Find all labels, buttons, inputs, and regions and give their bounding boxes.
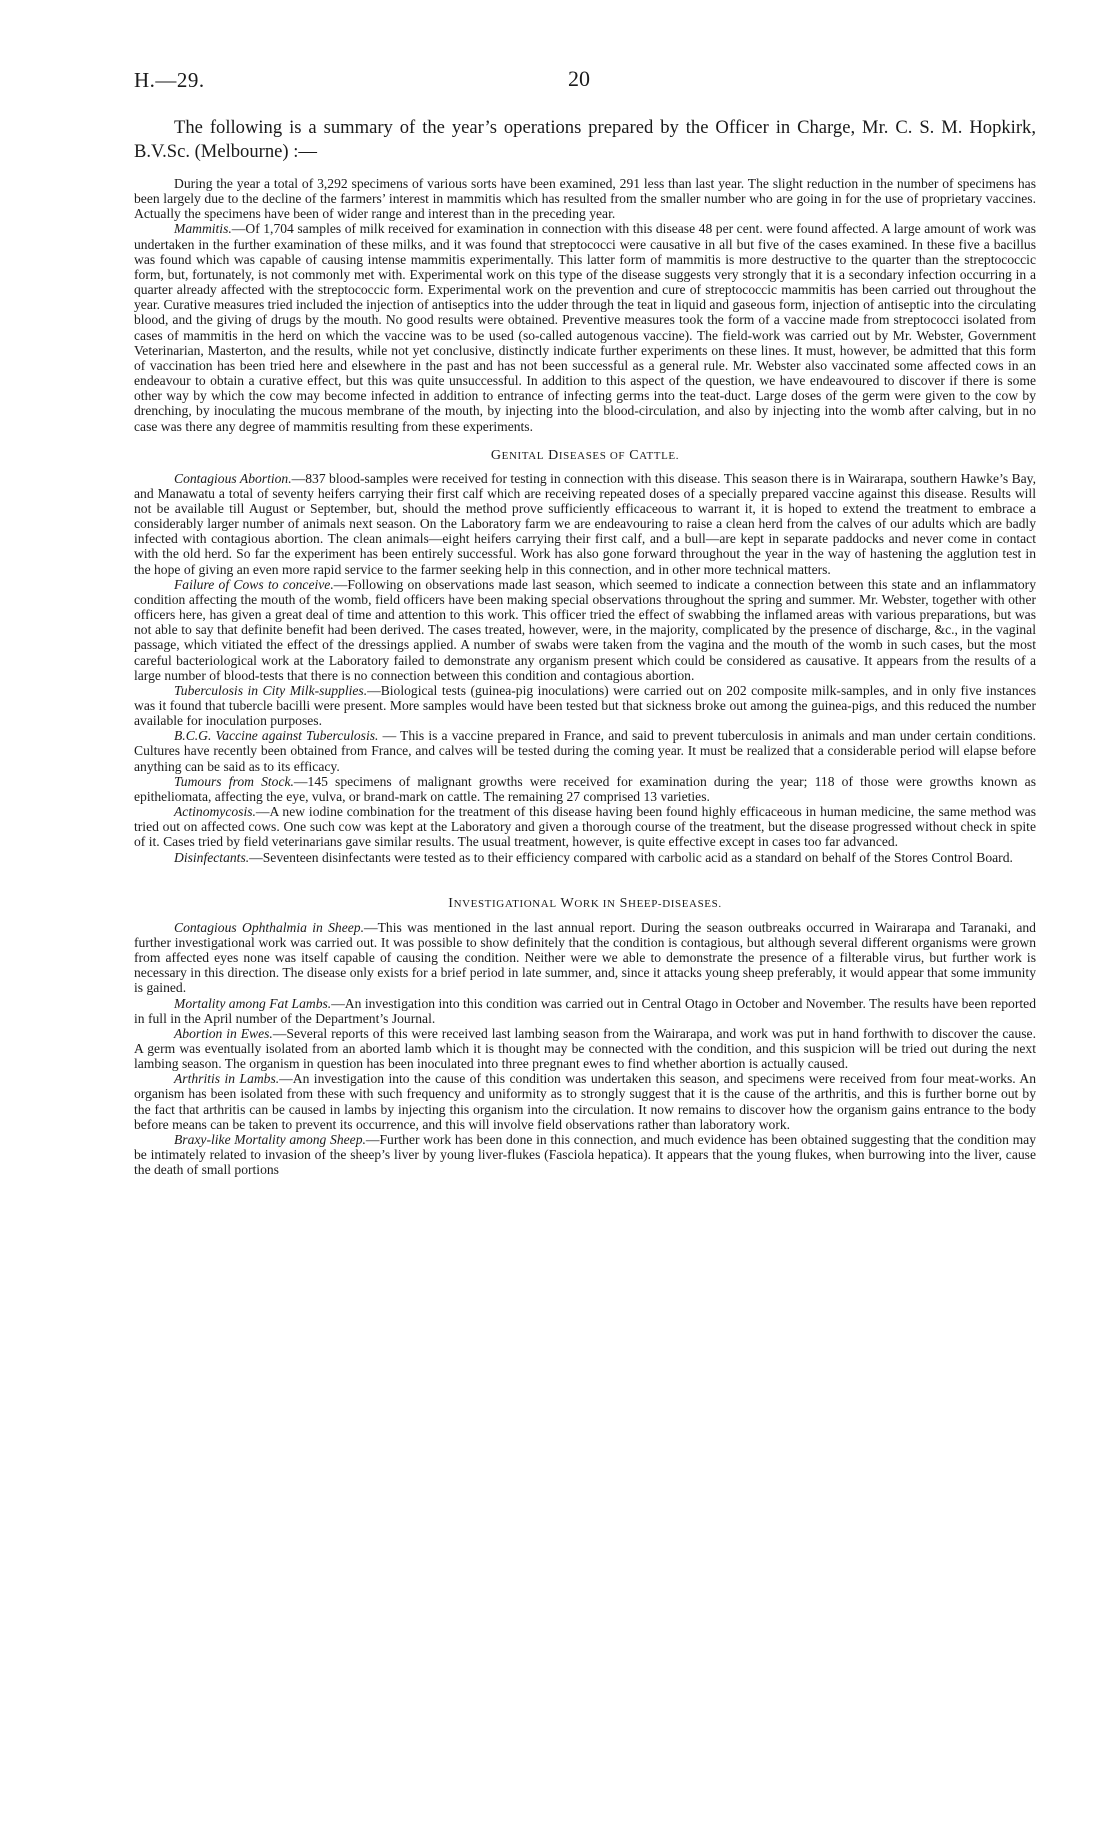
paragraph-text: — This is a vaccine prepared in France, and said to prevent tuberculosis in animals and man under certain conditions. Cultures have recently been obtained from France, and calves will be tested during the coming year. It must be realized that a considerable period will elapse before anything can be said as to its efficacy. (134, 728, 1036, 774)
body-paragraph (134, 996, 1036, 1026)
paragraph-lead: Mammitis. (174, 221, 232, 237)
body-paragraph (134, 774, 1036, 804)
paragraph-text: —An investigation into this condition was carried out in Central Otago in October and November. The results have been reported in full in the April number of the Department’s Journal. (134, 995, 1036, 1026)
paragraph-lead: Arthritis in Lambs. (174, 1071, 280, 1087)
paragraph-group-cattle (134, 471, 1036, 865)
body-paragraph (134, 577, 1036, 683)
body-paragraph (134, 683, 1036, 728)
body-paragraph (134, 176, 1036, 221)
section-heading-sheep-diseases: INVESTIGATIONAL WORK IN SHEEP-DISEASES. (448, 895, 722, 911)
paragraph-text: —Of 1,704 samples of milk received for examination in connection with this disease 48 per cent. were found affected. A large amount of work was undertaken in the further examination of these milks, and it was found that streptococci were causative in all but five of the cases examined. In these five a bacillus was found which was capable of causing intense mammitis experimentally. This latter form of mammitis is more destructive to the quarter than the streptococcic form, but, fortunately, is not commonly met with. Experimental work on this type of the disease suggests very strongly that it is a secondary infection occurring in a quarter already affected with the streptococcic form. Experimental work on the prevention and cure of streptococcic mammitis has been carried out throughout the year. Curative measures tried included the injection of antiseptics into the udder through the teat in liquid and gaseous form, injection of antiseptic into the circulating blood, and the giving of drugs by the mouth. No good results were obtained. Preventive measures took the form of a vaccine made from streptococci isolated from cases of mammitis in the herd on which the vaccine was to be used (so-called autogenous vaccine). The field-work was carried out by Mr. Webster, Government Veterinarian, Masterton, and the results, while not yet conclusive, distinctly indicate further experiments on these lines. It must, however, be admitted that this form of vaccination has been tried here and elsewhere in the past and has not been successful as a general rule. Mr. Webster also vaccinated some affected cows in an endeavour to obtain a curative effect, but this was quite unsuccessful. In addition to this aspect of the question, we have endeavoured to discover if there is some other way by which the cow may become infected in addition to entrance of infecting germs into the teat-duct. Large doses of the germ were given to the cow by drenching, by inoculating the mucous membrane of the mouth, by injecting into the blood-circulation, and also by injecting into the womb after calving, but in no case was there any degree of mammitis resulting from these experiments. (134, 221, 1036, 434)
paragraph-lead: Contagious Ophthalmia in Sheep. (174, 919, 364, 935)
paragraph-lead: Tumours from Stock. (174, 773, 294, 789)
body-paragraph (134, 221, 1036, 433)
body-paragraph (134, 804, 1036, 849)
paragraph-group-general (134, 176, 1036, 434)
section-heading-genital-diseases: GENITAL DISEASES OF CATTLE. (490, 447, 680, 463)
paragraph-lead: Contagious Abortion. (174, 470, 292, 486)
paragraph-lead: Mortality among Fat Lambs. (174, 995, 332, 1011)
paragraph-lead: Actinomycosis. (174, 804, 256, 820)
paragraph-lead: Braxy-like Mortality among Sheep. (174, 1131, 366, 1147)
document-code: H.—29. (134, 68, 205, 92)
paragraph-lead: Abortion in Ewes. (174, 1025, 273, 1041)
paragraph-text: —837 blood-samples were received for testing in connection with this disease. This season there is in Wairarapa, southern Hawke’s Bay, and Manawatu a total of seventy heifers carrying their first calf which are receiving repeated doses of a specially prepared vaccine against this disease. Results will not be available till August or September, but, should the method prove sufficiently efficaceous to warrant it, it is hoped to extend the treatment to embrace a considerably larger number of animals next season. On the Laboratory farm we are endeavouring to raise a clean herd from the calves of our adults which are badly infected with contagious abortion. The clean animals—eight heifers carrying their first calf, and a bull—are kept in separate paddocks and never come in contact with the old herd. So far the experiment has been entirely successful. Work has also gone forward throughout the year in the way of hastening the agglution test in the hope of giving an even more rapid service to the farmer seeking help in this connection, and in other more technical matters. (134, 470, 1036, 577)
paragraph-lead: Tuberculosis in City Milk-supplies. (174, 682, 368, 698)
body-paragraph (134, 1026, 1036, 1071)
paragraph-text: —Biological tests (guinea-pig inoculations) were carried out on 202 composite milk-samples, and in only five instances was it found that tubercle bacilli were present. More samples would have been tested but that sickness broke out among the guinea-pigs, and this reduced the number available for inoculation purposes. (134, 682, 1036, 729)
paragraph-text: —Following on observations made last season, which seemed to indicate a connection between this state and an inflammatory condition affecting the mouth of the womb, field officers have been making special observations throughout the spring and summer. Mr. Webster, together with other officers here, has given a great deal of time and attention to this work. This officer tried the effect of swabbing the inflamed areas with various preparations, but was not able to say that definite benefit had been derived. The cases treated, however, were, in the majority, complicated by the presence of discharge, &c., in the vaginal passage, which vitiated the effect of the dressings applied. A number of swabs were taken from the vagina and the mouth of the womb in such cases, but the most careful bacteriological work at the Laboratory failed to demonstrate any organism present which could be considered as causative. It appears from the results of a large number of blood-tests that there is no connection between this condition and contagious abortion. (134, 576, 1037, 683)
intro-paragraph: The following is a summary of the year’s operations prepared by the Officer in Charge, Mr. C. S. M. Hopkirk, B.V.Sc. (Melbourne) :— (134, 117, 1036, 162)
body-paragraph (134, 728, 1036, 773)
paragraph-text: —An investigation into the cause of this condition was undertaken this season, and specimens were received from four meat-works. An organism has been isolated from these with such frequency and uniformity as to strongly suggest that it is the cause of the arthritis, and this is further borne out by the fact that arthritis can be caused in lambs by injecting this organism into the circulation. It now remains to discover how the organism gains entrance to the body before means can be taken to prevent its occurrence, and this will involve field observations rather than laboratory work. (134, 1071, 1036, 1132)
paragraph-text: During the year a total of 3,292 specimens of various sorts have been examined, 291 less than last year. The slight reduction in the number of specimens has been largely due to the decline of the farmers’ interest in mammitis which has resulted from the smaller number who are going in for the use of proprietary vaccines. Actually the specimens have been of wider range and interest than in the preceding year. (134, 176, 1036, 222)
paragraph-text: —Seventeen disinfectants were tested as to their efficiency compared with carbolic acid as a standard on behalf of the Stores Control Board. (249, 849, 1013, 865)
paragraph-text: —A new iodine combination for the treatment of this disease having been found highly efficaceous in human medicine, the same method was tried out on affected cows. One such cow was kept at the Laboratory and given a thorough course of the treatment, but the disease progressed without check in spite of it. Cases tried by field veterinarians gave similar results. The usual treatment, however, is quite effective except in cases too far advanced. (134, 804, 1036, 850)
paragraph-text: —This was mentioned in the last annual report. During the season outbreaks occurred in Wairarapa and Taranaki, and further investigational work was carried out. It was possible to show definitely that the condition is contagious, but although several different organisms were grown from affected eyes none was itself capable of causing the condition. Neither were we able to demonstrate the presence of a filterable virus, but further work is necessary in this direction. The disease only exists for a brief period in late summer, and, since it attacks young sheep preferably, it would appear that some immunity is gained. (134, 919, 1036, 996)
body-paragraph (134, 850, 1036, 865)
body-paragraph (134, 920, 1036, 996)
paragraph-lead: Disinfectants. (174, 849, 250, 865)
body-text (134, 116, 1036, 1177)
paragraph-text: —Further work has been done in this connection, and much evidence has been obtained suggesting that the condition may be intimately related to invasion of the sheep’s liver by young liver-flukes (Fasciola hepatica). It appears that the young flukes, when burrowing into the liver, cause the death of small portions (134, 1131, 1037, 1178)
body-paragraph (134, 471, 1036, 577)
paragraph-lead: B.C.G. Vaccine against Tuberculosis. (174, 728, 379, 744)
paragraph-text: —145 specimens of malignant growths were received for examination during the year; 118 of those were growths known as epitheliomata, affecting the eye, vulva, or brand-mark on cattle. The remaining 27 comprised 13 varieties. (134, 773, 1036, 804)
page-number: 20 (568, 66, 590, 91)
paragraph-lead: Failure of Cows to conceive. (174, 576, 334, 592)
body-paragraph (134, 1132, 1036, 1177)
paragraph-group-sheep (134, 920, 1036, 1178)
body-paragraph (134, 1071, 1036, 1132)
paragraph-text: —Several reports of this were received last lambing season from the Wairarapa, and work was put in hand forthwith to discover the cause. A germ was eventually isolated from an aborted lamb which it is thought may be connected with the condition, and this suspicion will be tried out during the next lambing season. The organism in question has been inoculated into three pregnant ewes to find whether abortion is actually caused. (134, 1025, 1036, 1072)
